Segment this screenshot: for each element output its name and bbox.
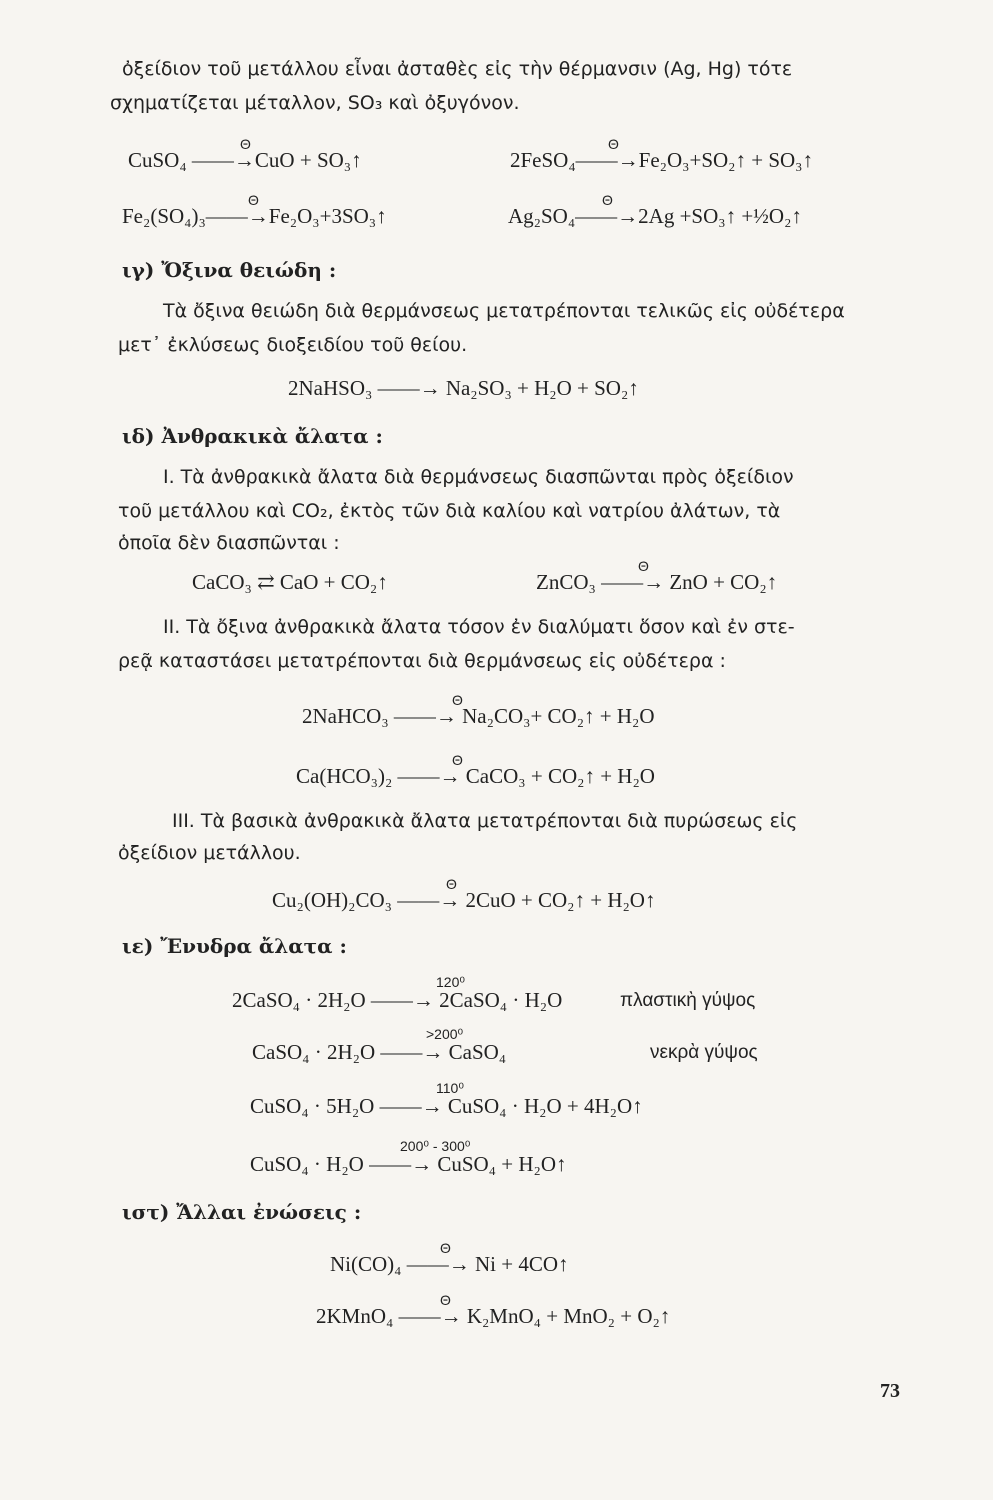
heading-ist: ιστ) Ἄλλαι ἐνώσεις : (122, 1200, 362, 1224)
cond-theta: Θ (446, 876, 457, 892)
note-plaster: πλαστικὴ γύψος (620, 990, 756, 1011)
equation-caco3: CaCO₃ ⇄ CaO + CO₂↑ (192, 570, 388, 594)
equation-feso4: 2FeSO₄——→Fe₂O₃+SO₂↑ + SO₃↑ (510, 148, 813, 172)
heading-ie: ιε) Ἔνυδρα ἄλατα : (122, 934, 347, 958)
cond-theta: Θ (452, 692, 463, 708)
id-p1-line-3: ὁποῖα δὲν διασπῶνται : (118, 532, 340, 554)
cond-120: 120⁰ (436, 974, 465, 990)
equation-nico4: Ni(CO)₄ ——→ Ni + 4CO↑ (330, 1252, 569, 1276)
id-p3-line-2: ὀξείδιον μετάλλου. (118, 842, 301, 864)
cond-110: 110⁰ (436, 1080, 464, 1096)
id-p1-line-2: τοῦ μετάλλου καὶ CO₂, ἐκτὸς τῶν διὰ καλίου καὶ νατρίου ἀλάτων, τὰ (118, 500, 781, 522)
equation-kmno4: 2KMnO₄ ——→ K₂MnO₄ + MnO₂ + O₂↑ (316, 1304, 671, 1328)
cond-theta: Θ (440, 1240, 451, 1256)
cond-theta: Θ (440, 1292, 451, 1308)
equation-znco3: ZnCO₃ ——→ ZnO + CO₂↑ (536, 570, 778, 594)
ig-line-2: μετ᾽ ἐκλύσεως διοξειδίου τοῦ θείου. (118, 334, 468, 356)
equation-caso4-dead: CaSO₄ · 2H₂O ——→ CaSO₄ (252, 1040, 507, 1064)
cond-theta: Θ (248, 192, 259, 208)
cond-theta: Θ (608, 136, 619, 152)
equation-fe2so43: Fe₂(SO₄)₃——→Fe₂O₃+3SO₃↑ (122, 204, 387, 228)
equation-cuso4-5h2o: CuSO₄ · 5H₂O ——→ CuSO₄ · H₂O + 4H₂O↑ (250, 1094, 643, 1118)
intro-line-2: σχηματίζεται μέταλλον, SO₃ καὶ ὀξυγόνον. (110, 92, 520, 114)
equation-cuso4: CuSO₄ ——→CuO + SO₃↑ (128, 148, 362, 172)
equation-cuso4-h2o: CuSO₄ · H₂O ——→ CuSO₄ + H₂O↑ (250, 1152, 567, 1176)
equation-caso4-2h2o: 2CaSO₄ · 2H₂O ——→ 2CaSO₄ · H₂O (232, 988, 563, 1012)
id-p2-line-1: II. Τὰ ὄξινα ἀνθρακικὰ ἄλατα τόσον ἐν διαλύματι ὅσον καὶ ἐν στε- (163, 616, 795, 638)
id-p3-line-1: III. Τὰ βασικὰ ἀνθρακικὰ ἄλατα μετατρέπονται διὰ πυρώσεως εἰς (172, 810, 798, 832)
heading-id: ιδ) Ἀνθρακικὰ ἄλατα : (122, 424, 383, 448)
equation-nahso3: 2NaHSO₃ ——→ Na₂SO₃ + H₂O + SO₂↑ (288, 376, 639, 400)
heading-ig: ιγ) Ὄξινα θειώδη : (122, 258, 337, 282)
intro-line-1: ὀξείδιον τοῦ μετάλλου εἶναι ἀσταθὲς εἰς τὴν θέρμανσιν (Ag, Hg) τότε (122, 58, 793, 80)
cond-theta: Θ (452, 752, 463, 768)
cond-theta: Θ (638, 558, 649, 574)
note-dead-plaster: νεκρὰ γύψος (650, 1042, 758, 1063)
cond-theta: Θ (240, 136, 251, 152)
id-p2-line-2: ρεᾷ καταστάσει μετατρέπονται διὰ θερμάνσεως εἰς οὐδέτερα : (118, 650, 726, 672)
id-p1-line-1: I. Τὰ ἀνθρακικὰ ἄλατα διὰ θερμάνσεως διασπῶνται πρὸς ὀξείδιον (163, 466, 794, 488)
equation-cahco32: Ca(HCO₃)₂ ——→ CaCO₃ + CO₂↑ + H₂O (296, 764, 655, 788)
equation-cu2oh2co3: Cu₂(OH)₂CO₃ ——→ 2CuO + CO₂↑ + H₂O↑ (272, 888, 656, 912)
cond-200-300: 200⁰ - 300⁰ (400, 1138, 471, 1154)
equation-ag2so4: Ag₂SO₄——→2Ag +SO₃↑ +½O₂↑ (508, 204, 802, 228)
equation-nahco3: 2NaHCO₃ ——→ Na₂CO₃+ CO₂↑ + H₂O (302, 704, 655, 728)
page-number: 73 (880, 1380, 900, 1402)
ig-line-1: Τὰ ὄξινα θειώδη διὰ θερμάνσεως μετατρέπονται τελικῶς εἰς οὐδέτερα (163, 300, 845, 322)
cond-200: >200⁰ (426, 1026, 464, 1042)
cond-theta: Θ (602, 192, 613, 208)
